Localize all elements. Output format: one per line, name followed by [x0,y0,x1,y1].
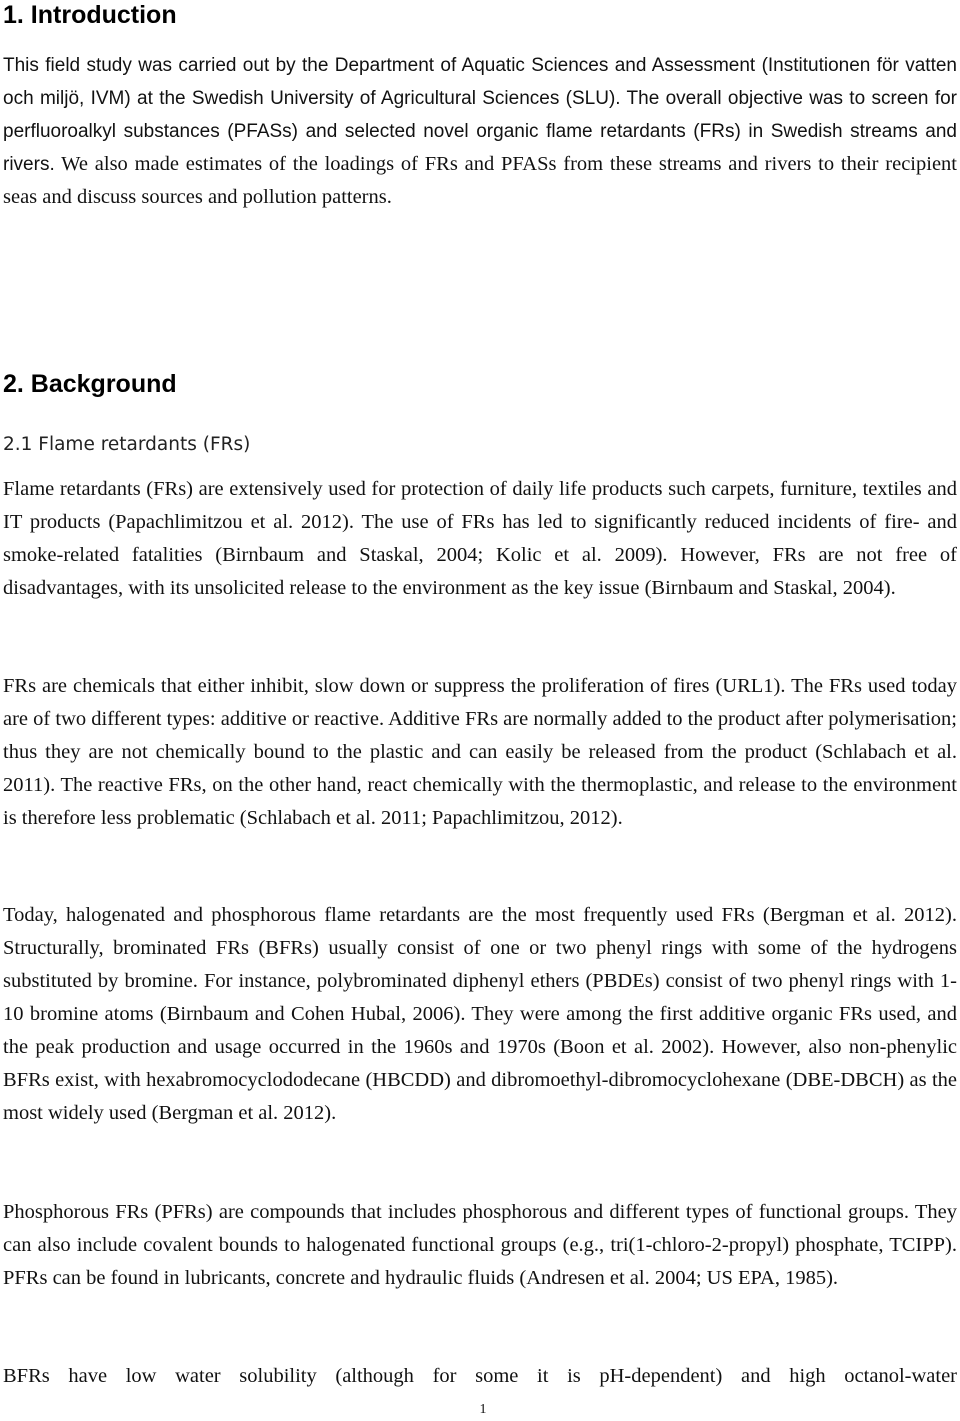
background-paragraph-4: Phosphorous FRs (PFRs) are compounds that includes phosphorous and different types of functional groups. They can also include covalent bounds to halogenated functional groups (e.g., tri(1-chloro-2-propyl) phosphate, TCIPP). PFRs can be found in lubricants, concrete and hydraulic fluids (Andresen et al. 2004; US EPA, 1985). [3,1201,957,1289]
background-paragraph-5: BFRs have low water solubility (although for some it is pH-dependent) and high octanol-water [3,1365,957,1387]
background-paragraph-1: Flame retardants (FRs) are extensively used for protection of daily life products such carpets, furniture, textiles and IT products (Papachlimitzou et al. 2012). The use of FRs has led to significantly reduced incidents of fire- and smoke-related fatalities (Birnbaum and Staskal, 2004; Kolic et al. 2009). However, FRs are not free of disadvantages, with its unsolicited release to the environment as the key issue (Birnbaum and Staskal, 2004). [3,478,957,599]
introduction-paragraph [3,49,957,214]
flame-retardants-subheading: 2.1 Flame retardants (FRs) [3,434,251,455]
background-paragraph-3: Today, halogenated and phosphorous flame retardants are the most frequently used FRs (Bergman et al. 2012). Structurally, brominated FRs (BFRs) usually consist of one or two phenyl rings with some of the hydrogens substituted by bromine. For instance, polybrominated diphenyl ethers (PBDEs) consist of two phenyl rings with 1-10 bromine atoms (Birnbaum and Cohen Hubal, 2006). They were among the first additive organic FRs used, and the peak production and usage occurred in the 1960s and 1970s (Boon et al. 2002). However, also non-phenylic BFRs exist, with hexabromocyclododecane (HBCDD) and dibromoethyl-dibromocyclohexane (DBE-DBCH) as the most widely used (Bergman et al. 2012). [3,904,957,1124]
document-page [3,0,957,1421]
introduction-heading: 1. Introduction [3,1,177,29]
introduction-paragraph-part-2: We also made estimates of the loadings of FRs and PFASs from these streams and rivers to their recipient seas and discuss sources and pollution patterns. [3,153,957,208]
background-paragraph-2: FRs are chemicals that either inhibit, slow down or suppress the proliferation of fires (URL1). The FRs used today are of two different types: additive or reactive. Additive FRs are normally added to the product after polymerisation; thus they are not chemically bound to the plastic and can easily be released from the product (Schlabach et al. 2011). The reactive FRs, on the other hand, react chemically with the thermoplastic, and release to the environment is therefore less problematic (Schlabach et al. 2011; Papachlimitzou, 2012). [3,675,957,829]
background-heading: 2. Background [3,370,177,398]
introduction-paragraph-part-1: This field study was carried out by the Department of Aquatic Sciences and Assessment (Institutionen för vatten och miljö, IVM) at the Swedish University of Agricultural Sciences (SLU). The overall objective was to screen for perfluoroalkyl substances (PFASs) and selected novel organic flame retardants (FRs) in Swedish streams and rivers. [3,55,957,175]
page-number: 1 [479,1402,487,1417]
